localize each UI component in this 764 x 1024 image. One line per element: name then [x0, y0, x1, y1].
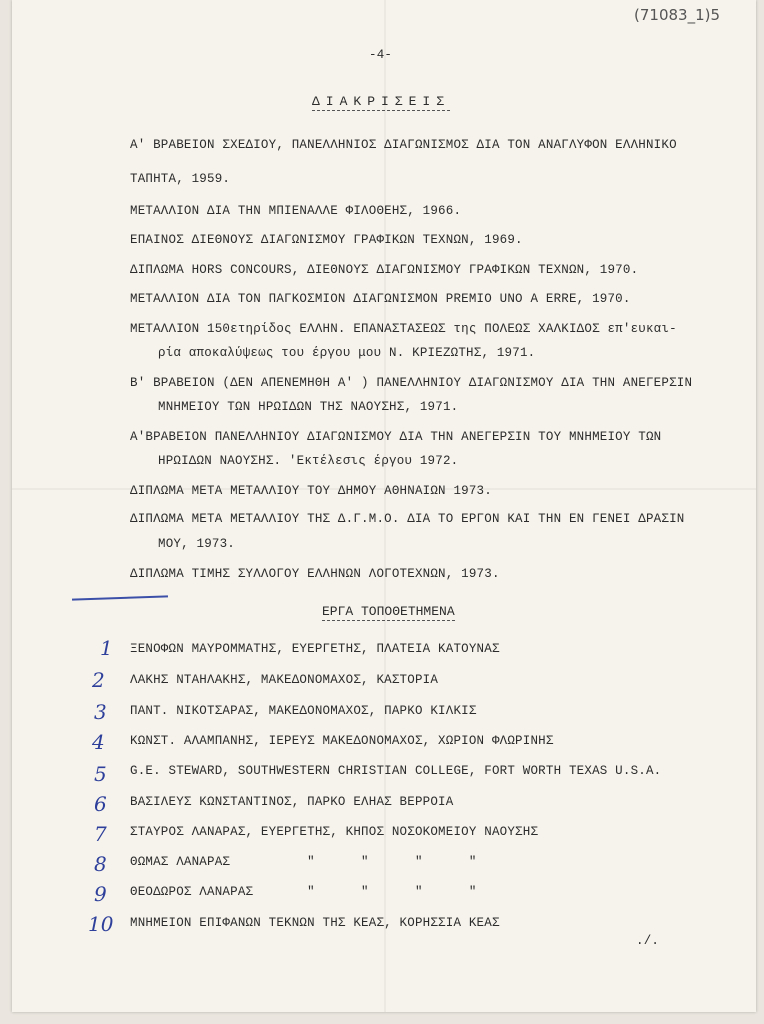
award-line: ΜΕΤΑΛΛΙΟΝ ΔΙΑ ΤΟΝ ΠΑΓΚΟΣΜΙΟΝ ΔΙΑΓΩΝΙΣΜΟΝ PREMIO UNO A ERRE, 1970. — [130, 292, 631, 306]
page-number: -4- — [369, 48, 393, 62]
list-item: ΘΕΟΔΩΡΟΣ ΛΑΝΑΡΑΣ " " " " — [130, 885, 477, 899]
handwritten-number: 2 — [92, 668, 105, 692]
list-item: ΒΑΣΙΛΕΥΣ ΚΩΝΣΤΑΝΤΙΝΟΣ, ΠΑΡΚΟ ΕΛΗΑΣ ΒΕΡΡΟΙΑ — [130, 795, 454, 809]
award-line: ΕΠΑΙΝΟΣ ΔΙΕΘΝΟΥΣ ΔΙΑΓΩΝΙΣΜΟΥ ΓΡΑΦΙΚΩΝ ΤΕΧΝΩΝ, 1969. — [130, 233, 523, 247]
award-line: Β' ΒΡΑΒΕΙΟΝ (ΔΕΝ ΑΠΕΝΕΜΗΘΗ Α' ) ΠΑΝΕΛΛΗΝΙΟΥ ΔΙΑΓΩΝΙΣΜΟΥ ΔΙΑ ΤΗΝ ΑΝΕΓΕΡΣΙΝ — [130, 376, 693, 390]
list-item: ΠΑΝΤ. ΝΙΚΟΤΣΑΡΑΣ, ΜΑΚΕΔΟΝΟΜΑΧΟΣ, ΠΑΡΚΟ ΚΙΛΚΙΣ — [130, 704, 477, 718]
award-line: ΔΙΠΛΩΜΑ ΜΕΤΑ ΜΕΤΑΛΛΙΟΥ ΤΗΣ Δ.Γ.Μ.Ο. ΔΙΑ ΤΟ ΕΡΓΟΝ ΚΑΙ ΤΗΝ ΕΝ ΓΕΝΕΙ ΔΡΑΣΙΝ — [130, 512, 685, 526]
award-line: ΔΙΠΛΩΜΑ HORS CONCOURS, ΔΙΕΘΝΟΥΣ ΔΙΑΓΩΝΙΣΜΟΥ ΓΡΑΦΙΚΩΝ ΤΕΧΝΩΝ, 1970. — [130, 263, 639, 277]
handwritten-number: 7 — [94, 822, 107, 846]
section-title-installed-works: ΕΡΓΑ ΤΟΠΟΘΕΤΗΜΕΝΑ — [322, 604, 455, 619]
continuation-mark: ./. — [636, 934, 660, 948]
list-item: ΚΩΝΣΤ. ΑΛΑΜΠΑΝΗΣ, ΙΕΡΕΥΣ ΜΑΚΕΔΟΝΟΜΑΧΟΣ, ΧΩΡΙΟΝ ΦΛΩΡΙΝΗΣ — [130, 734, 554, 748]
list-item: G.E. STEWARD, SOUTHWESTERN CHRISTIAN COLLEGE, FORT WORTH TEXAS U.S.A. — [130, 764, 662, 778]
award-line: ΜΝΗΜΕΙΟΥ ΤΩΝ ΗΡΩΙΔΩΝ ΤΗΣ ΝΑΟΥΣΗΣ, 1971. — [158, 400, 459, 414]
award-line: ΗΡΩΙΔΩΝ ΝΑΟΥΣΗΣ. 'Εκτέλεσις έργου 1972. — [158, 454, 459, 468]
archive-reference: (71083_1)5 — [634, 6, 721, 24]
award-line: ρία αποκαλύψεως του έργου μου Ν. ΚΡΙΕΖΩΤΗΣ, 1971. — [158, 346, 536, 360]
award-line: Α'ΒΡΑΒΕΙΟΝ ΠΑΝΕΛΛΗΝΙΟΥ ΔΙΑΓΩΝΙΣΜΟΥ ΔΙΑ ΤΗΝ ΑΝΕΓΕΡΣΙΝ ΤΟΥ ΜΝΗΜΕΙΟΥ ΤΩΝ — [130, 430, 662, 444]
award-line: ΜΟΥ, 1973. — [158, 537, 236, 551]
award-line: ΔΙΠΛΩΜΑ ΤΙΜΗΣ ΣΥΛΛΟΓΟΥ ΕΛΛΗΝΩΝ ΛΟΓΟΤΕΧΝΩΝ, 1973. — [130, 567, 500, 581]
award-line: Α' ΒΡΑΒΕΙΟΝ ΣΧΕΔΙΟΥ, ΠΑΝΕΛΛΗΝΙΟΣ ΔΙΑΓΩΝΙΣΜΟΣ ΔΙΑ ΤΟΝ ΑΝΑΓΛΥΦΟΝ ΕΛΛΗΝΙΚΟ — [130, 138, 677, 152]
section-title-distinctions: ΔΙΑΚΡΙΣΕΙΣ — [312, 94, 451, 109]
document-page — [12, 0, 756, 1012]
list-item: ΜΝΗΜΕΙΟΝ ΕΠΙΦΑΝΩΝ ΤΕΚΝΩΝ ΤΗΣ ΚΕΑΣ, ΚΟΡΗΣΣΙΑ ΚΕΑΣ — [130, 916, 500, 930]
handwritten-number: 1 — [100, 636, 113, 660]
handwritten-number: 8 — [94, 852, 107, 876]
handwritten-pen-stroke — [72, 595, 168, 600]
list-item: ΞΕΝΟΦΩΝ ΜΑΥΡΟΜΜΑΤΗΣ, ΕΥΕΡΓΕΤΗΣ, ΠΛΑΤΕΙΑ ΚΑΤΟΥΝΑΣ — [130, 642, 500, 656]
handwritten-number: 3 — [94, 700, 107, 724]
handwritten-number: 5 — [94, 762, 107, 786]
list-item: ΛΑΚΗΣ ΝΤΑΗΛΑΚΗΣ, ΜΑΚΕΔΟΝΟΜΑΧΟΣ, ΚΑΣΤΟΡΙΑ — [130, 673, 439, 687]
award-line: ΔΙΠΛΩΜΑ ΜΕΤΑ ΜΕΤΑΛΛΙΟΥ ΤΟΥ ΔΗΜΟΥ ΑΘΗΝΑΙΩΝ 1973. — [130, 484, 492, 498]
award-line: ΤΑΠΗΤΑ, 1959. — [130, 172, 231, 186]
list-item: ΘΩΜΑΣ ΛΑΝΑΡΑΣ " " " " — [130, 855, 477, 869]
award-line: ΜΕΤΑΛΛΙΟΝ ΔΙΑ ΤΗΝ ΜΠΙΕΝΑΛΛΕ ΦΙΛΟΘΕΗΣ, 1966. — [130, 204, 462, 218]
list-item: ΣΤΑΥΡΟΣ ΛΑΝΑΡΑΣ, ΕΥΕΡΓΕΤΗΣ, ΚΗΠΟΣ ΝΟΣΟΚΟΜΕΙΟΥ ΝΑΟΥΣΗΣ — [130, 825, 539, 839]
handwritten-number: 6 — [94, 792, 107, 816]
handwritten-number: 10 — [88, 912, 114, 936]
award-line: ΜΕΤΑΛΛΙΟΝ 150ετηρίδος ΕΛΛΗΝ. ΕΠΑΝΑΣΤΑΣΕΩΣ της ΠΟΛΕΩΣ ΧΑΛΚΙΔΟΣ επ'ευκαι- — [130, 322, 677, 336]
handwritten-number: 4 — [92, 730, 105, 754]
handwritten-number: 9 — [94, 882, 107, 906]
